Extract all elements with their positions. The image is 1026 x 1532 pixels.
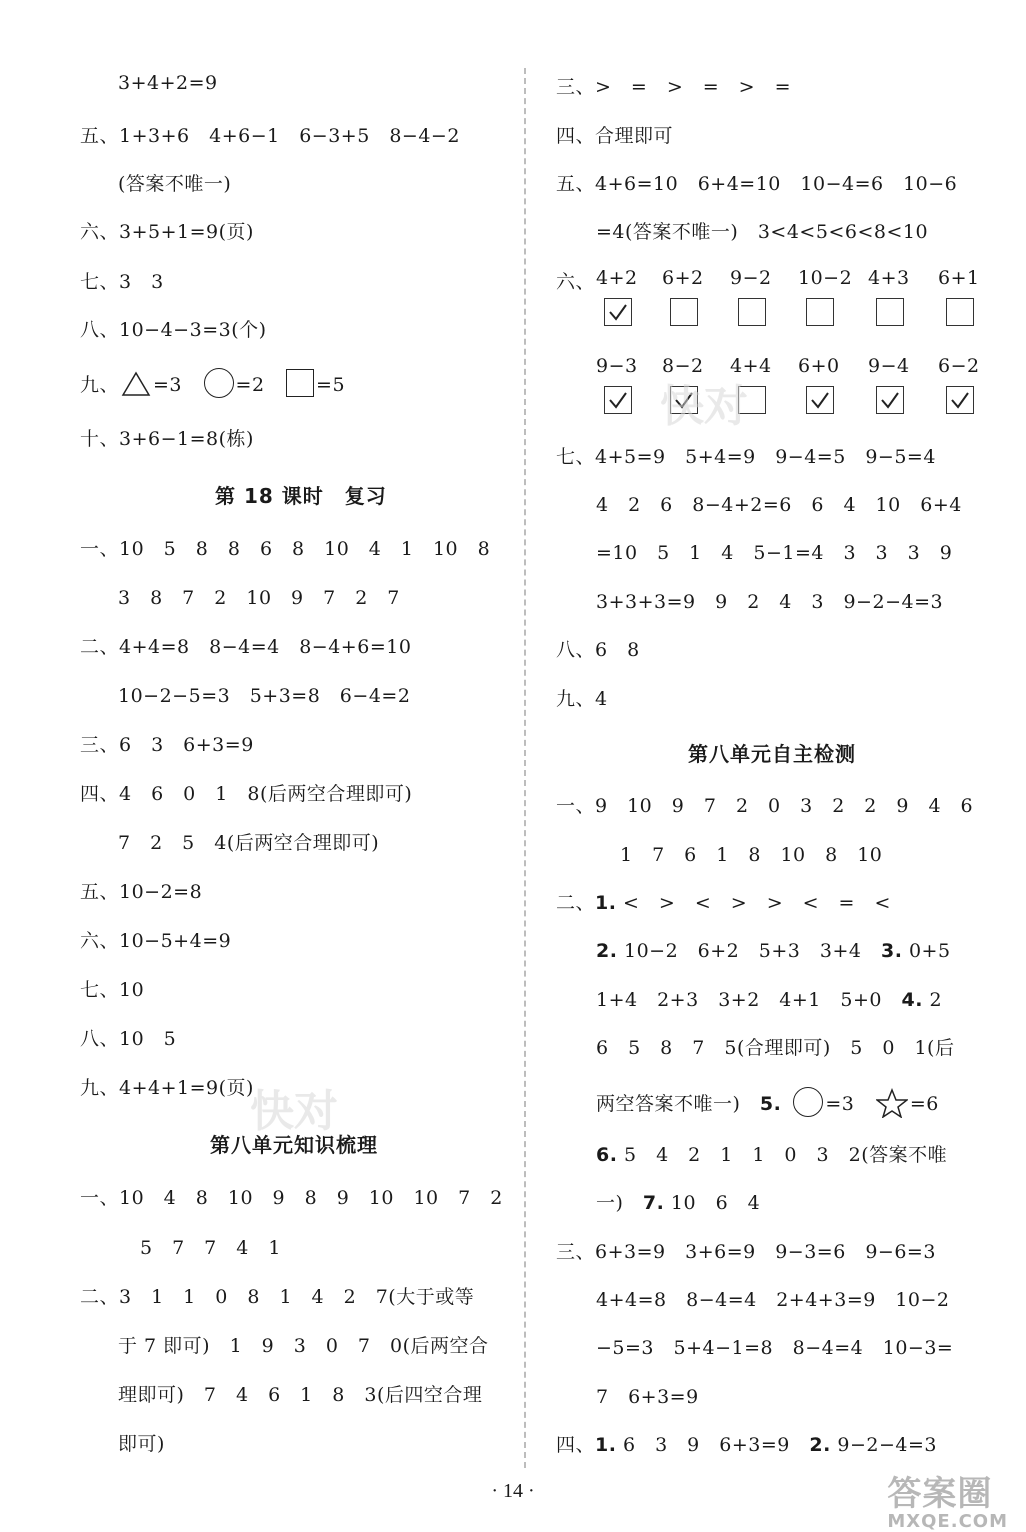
triangle-icon — [121, 371, 151, 402]
sub-number: 1. — [595, 892, 617, 914]
square-icon — [286, 369, 314, 397]
row1-checkbox[interactable] — [670, 298, 698, 326]
answer-line: =10 5 1 4 5−1=4 3 3 3 9 — [596, 542, 953, 564]
check-icon — [608, 390, 628, 410]
row2-expression: 9−4 — [868, 355, 910, 377]
shapes-answer-line — [80, 368, 345, 402]
answer-line — [596, 1087, 939, 1123]
answer-line: 二、3 1 1 0 8 1 4 2 7(大于或等 — [80, 1286, 475, 1308]
answer-text: 9−2−4=3 — [830, 1434, 937, 1456]
row1-expression: 9−2 — [730, 267, 772, 289]
answer-text: 10−2 6+2 5+3 3+4 — [617, 940, 881, 962]
sub-number: 3. — [880, 940, 903, 962]
answer-line: 八、10 5 — [80, 1028, 177, 1050]
answer-line: 一、9 10 9 7 2 0 3 2 2 9 4 6 — [556, 795, 974, 817]
answer-line: 三、> = > = > = — [556, 76, 792, 98]
row1-checkbox[interactable] — [738, 298, 766, 326]
answer-line: 6 5 8 7 5(合理即可) 5 0 1(后 — [596, 1037, 955, 1059]
row1-checkbox[interactable] — [806, 298, 834, 326]
row2-checkbox[interactable] — [946, 386, 974, 414]
sub-number: 6. — [596, 1144, 618, 1166]
row1-expression: 4+2 — [596, 267, 638, 289]
row1-expression: 6+1 — [938, 267, 980, 289]
sub-number: 7. — [642, 1192, 665, 1214]
row2-checkbox[interactable] — [604, 386, 632, 414]
answer-text: 6 3 9 6+3=9 — [616, 1434, 810, 1456]
answer-text: 5 4 2 1 1 0 3 2(答案不唯 — [617, 1144, 948, 1166]
answer-line: 八、10−4−3=3(个) — [80, 319, 267, 341]
column-divider — [524, 68, 526, 1468]
answer-line: 七、4+5=9 5+4=9 9−4=5 9−5=4 — [556, 446, 936, 468]
answer-line — [596, 985, 942, 1012]
answer-line: 四、4 6 0 1 8(后两空合理即可) — [80, 783, 413, 805]
answer-line: 3+3+3=9 9 2 4 3 9−2−4=3 — [596, 591, 944, 613]
answer-line: 三、6+3=9 3+6=9 9−3=6 9−6=3 — [556, 1241, 936, 1263]
answer-line: 六、10−5+4=9 — [80, 930, 232, 952]
answer-line: 3 8 7 2 10 9 7 2 7 — [118, 587, 400, 609]
circle-icon — [793, 1087, 823, 1117]
answer-text: 2 — [922, 989, 943, 1011]
row2-expression: 8−2 — [662, 355, 704, 377]
section-heading: 第 18 课时 复习 — [215, 484, 387, 508]
answer-line: 理即可) 7 4 6 1 8 3(后四空合理 — [118, 1384, 483, 1406]
answer-text: 10 6 4 — [664, 1192, 761, 1214]
row1-checkbox[interactable] — [946, 298, 974, 326]
watermark-url: MXQE.COM — [887, 1511, 1008, 1532]
check-icon — [880, 390, 900, 410]
answer-line: 五、10−2=8 — [80, 881, 203, 903]
watermark-logo — [887, 1466, 1008, 1532]
answer-line: 十、3+6−1=8(栋) — [80, 428, 254, 450]
answer-text: < > < > > < = < — [616, 892, 891, 914]
item-prefix: 四、 — [556, 1434, 596, 1456]
circle-value: =3 — [825, 1093, 855, 1115]
answer-line: 二、4+4=8 8−4=4 8−4+6=10 — [80, 636, 412, 658]
answer-line: 九、4 — [556, 688, 608, 710]
star-icon — [876, 1088, 908, 1123]
answer-line: 七、3 3 — [80, 271, 164, 293]
page-number: · 14 · — [491, 1480, 535, 1502]
check-icon — [608, 302, 628, 322]
answer-line — [596, 1188, 760, 1215]
answer-line: 7 6+3=9 — [596, 1386, 699, 1408]
answer-line: (答案不唯一) — [118, 173, 232, 195]
triangle-value: =3 — [153, 374, 183, 396]
answer-line: 一、10 4 8 10 9 8 9 10 10 7 2 — [80, 1187, 503, 1209]
answer-line: 1 7 6 1 8 10 8 10 — [620, 844, 883, 866]
sub-number: 5. — [759, 1093, 782, 1115]
row2-checkbox[interactable] — [806, 386, 834, 414]
answer-line: 五、1+3+6 4+6−1 6−3+5 8−4−2 — [80, 125, 460, 147]
watermark-faint: 快对 — [250, 1086, 338, 1137]
answer-line: 5 7 7 4 1 — [140, 1237, 281, 1259]
answer-line: −5=3 5+4−1=8 8−4=4 10−3= — [596, 1337, 954, 1359]
row2-expression: 6+0 — [798, 355, 840, 377]
row2-checkbox[interactable] — [876, 386, 904, 414]
row1-checkbox[interactable] — [604, 298, 632, 326]
answer-line — [556, 1430, 937, 1457]
item-prefix: 二、 — [556, 892, 596, 914]
answer-line: 四、合理即可 — [556, 125, 674, 147]
check-icon — [810, 390, 830, 410]
answer-line: 于 7 即可) 1 9 3 0 7 0(后两空合 — [118, 1335, 489, 1357]
check-icon — [950, 390, 970, 410]
item-prefix: 九、 — [80, 374, 120, 396]
star-value: =6 — [909, 1093, 939, 1115]
row2-expression: 4+4 — [730, 355, 772, 377]
answer-line: 五、4+6=10 6+4=10 10−4=6 10−6 — [556, 173, 958, 195]
answer-line: 八、6 8 — [556, 639, 640, 661]
answer-line: 7 2 5 4(后两空合理即可) — [118, 832, 380, 854]
square-value: =5 — [316, 374, 346, 396]
answer-line: 三、6 3 6+3=9 — [80, 734, 254, 756]
answer-text: 两空答案不唯一) — [596, 1093, 760, 1115]
answer-text: 0+5 — [902, 940, 951, 962]
watermark-faint: 快对 — [660, 381, 748, 432]
answer-text: 1+4 2+3 3+2 4+1 5+0 — [596, 989, 902, 1011]
answer-line: 3+4+2=9 — [118, 72, 218, 94]
sub-number: 1. — [595, 1434, 617, 1456]
row2-expression: 6−2 — [938, 355, 980, 377]
answer-line: 4+4=8 8−4=4 2+4+3=9 10−2 — [596, 1289, 950, 1311]
item-prefix: 六、 — [556, 271, 596, 293]
sub-number: 4. — [901, 989, 923, 1011]
answer-line: 4 2 6 8−4+2=6 6 4 10 6+4 — [596, 494, 962, 516]
answer-line — [556, 888, 891, 915]
circle-value: =2 — [235, 374, 265, 396]
section-heading: 第八单元自主检测 — [688, 742, 856, 766]
answer-line: =4(答案不唯一) 3<4<5<6<8<10 — [596, 221, 929, 243]
answer-line — [596, 936, 951, 963]
answer-line: 一、10 5 8 8 6 8 10 4 1 10 8 — [80, 538, 491, 560]
answer-line: 七、10 — [80, 979, 145, 1001]
sub-number: 2. — [596, 940, 618, 962]
row2-expression: 9−3 — [596, 355, 638, 377]
watermark-text: 答案圈 — [887, 1474, 993, 1514]
row1-checkbox[interactable] — [876, 298, 904, 326]
section-heading: 第八单元知识梳理 — [210, 1133, 378, 1157]
answer-line: 九、4+4+1=9(页) — [80, 1077, 254, 1099]
answer-line: 六、3+5+1=9(页) — [80, 221, 254, 243]
sub-number: 2. — [809, 1434, 831, 1456]
row1-expression: 6+2 — [662, 267, 704, 289]
answer-line: 即可) — [118, 1433, 165, 1455]
answer-line — [596, 1140, 947, 1167]
row1-expression: 10−2 — [798, 267, 853, 289]
row1-expression: 4+3 — [868, 267, 910, 289]
answer-text: 一) — [596, 1192, 643, 1214]
answer-line: 10−2−5=3 5+3=8 6−4=2 — [118, 685, 411, 707]
circle-icon — [204, 368, 234, 398]
